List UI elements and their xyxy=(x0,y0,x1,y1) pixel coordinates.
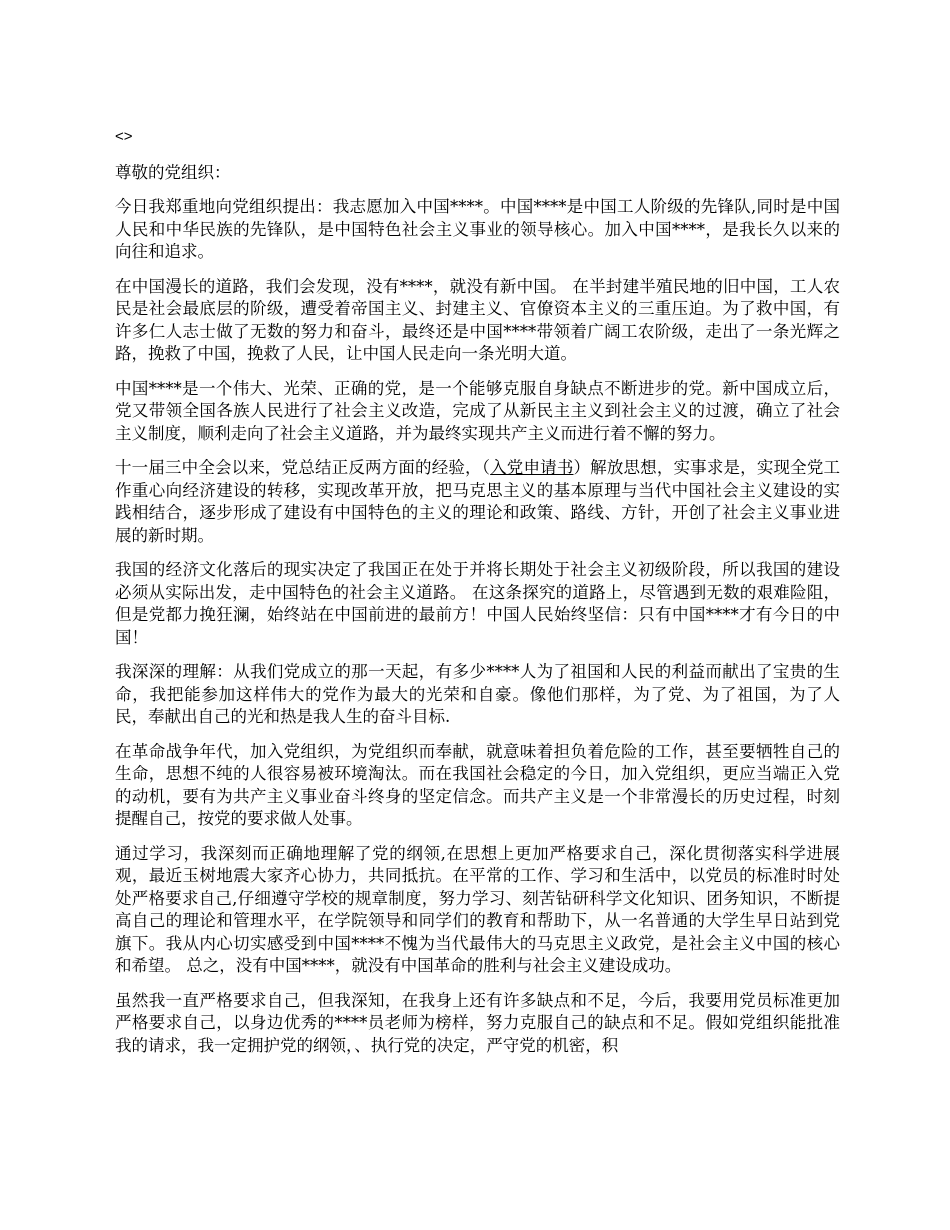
paragraph-1: 今日我郑重地向党组织提出：我志愿加入中国****。中国****是中国工人阶级的先锋队,同时是中国人民和中华民族的先锋队，是中国特色社会主义事业的领导核心。加入中国****，是我长久以来的向往和追求。 xyxy=(115,197,840,261)
paragraph-2: 在中国漫长的道路，我们会发现，没有****，就没有新中国。 在半封建半殖民地的旧中国，工人农民是社会最底层的阶级，遭受着帝国主义、封建主义、官僚资本主义的三重压迫。为了救中国，有许多仁人志士做了无数的努力和奋斗，最终还是中国****带领着广阔工农阶级，走出了一条光辉之路，挽救了中国，挽救了人民，让中国人民走向一条光明大道。 xyxy=(115,276,840,363)
paragraph-4 xyxy=(115,457,840,547)
salutation: 尊敬的党组织： xyxy=(115,162,231,182)
paragraph-7: 在革命战争年代，加入党组织，为党组织而奉献，就意味着担负着危险的工作，甚至要牺牲自己的生命，思想不纯的人很容易被环境淘汰。而在我国社会稳定的今日，加入党组织，更应当端正入党的动机，要有为共产主义事业奋斗终身的坚定信念。而共产主义是一个非常漫长的历史过程，时刻提醒自己，按党的要求做人处事。 xyxy=(115,741,840,828)
paragraph-5: 我国的经济文化落后的现实决定了我国正在处于并将长期处于社会主义初级阶段，所以我国的建设必须从实际出发，走中国特色的社会主义道路。 在这条探究的道路上，尽管遇到无数的艰难险阻，但是党都力挽狂澜，始终站在中国前进的最前方！中国人民始终坚信：只有中国****才有今日的中国！ xyxy=(115,560,840,647)
paragraph-6: 我深深的理解：从我们党成立的那一天起，有多少****人为了祖国和人民的利益而献出了宝贵的生命，我把能参加这样伟大的党作为最大的光荣和自豪。像他们那样，为了党、为了祖国，为了人民，奉献出自己的光和热是我人生的奋斗目标. xyxy=(115,662,840,726)
application-letter-link[interactable]: 入党申请书 xyxy=(490,458,574,477)
document-marker: <> xyxy=(115,128,133,145)
paragraph-4-text-after: ）解放思想，实事求是，实现全党工作重心向经济建设的转移，实现改革开放，把马克思主义的基本原理与当代中国社会主义建设的实践相结合，逐步形成了建设有中国特色的主义的理论和政策、路线、方针，开创了社会主义事业进展的新时期。 xyxy=(115,458,841,545)
paragraph-9: 虽然我一直严格要求自己，但我深知，在我身上还有许多缺点和不足，今后，我要用党员标准更加严格要求自己，以身边优秀的****员老师为榜样，努力克服自己的缺点和不足。假如党组织能批准我的请求，我一定拥护党的纲领，、执行党的决定，严守党的机密，积 xyxy=(115,990,840,1055)
paragraph-4-text-before: 十一届三中全会以来，党总结正反两方面的经验，（ xyxy=(115,458,491,477)
paragraph-8: 通过学习，我深刻而正确地理解了党的纲领,在思想上更加严格要求自己，深化贯彻落实科学进展观，最近玉树地震大家齐心协力，共同抵抗。在平常的工作、学习和生活中，以党员的标准时时处处严格要求自己,仔细遵守学校的规章制度，努力学习、刻苦钻研科学文化知识、团务知识，不断提高自己的理论和管理水平，在学院领导和同学们的教育和帮助下，从一名普通的大学生早日站到党旗下。我从内心切实感受到中国****不愧为当代最伟大的马克思主义政党，是社会主义中国的核心和希望。 总之，没有中国****，就没有中国革命的胜利与社会主义建设成功。 xyxy=(115,843,840,975)
paragraph-3: 中国****是一个伟大、光荣、正确的党，是一个能够克服自身缺点不断进步的党。新中国成立后，党又带领全国各族人民进行了社会主义改造，完成了从新民主主义到社会主义的过渡，确立了社会主义制度，顺利走向了社会主义道路，并为最终实现共产主义而进行着不懈的努力。 xyxy=(115,378,840,443)
